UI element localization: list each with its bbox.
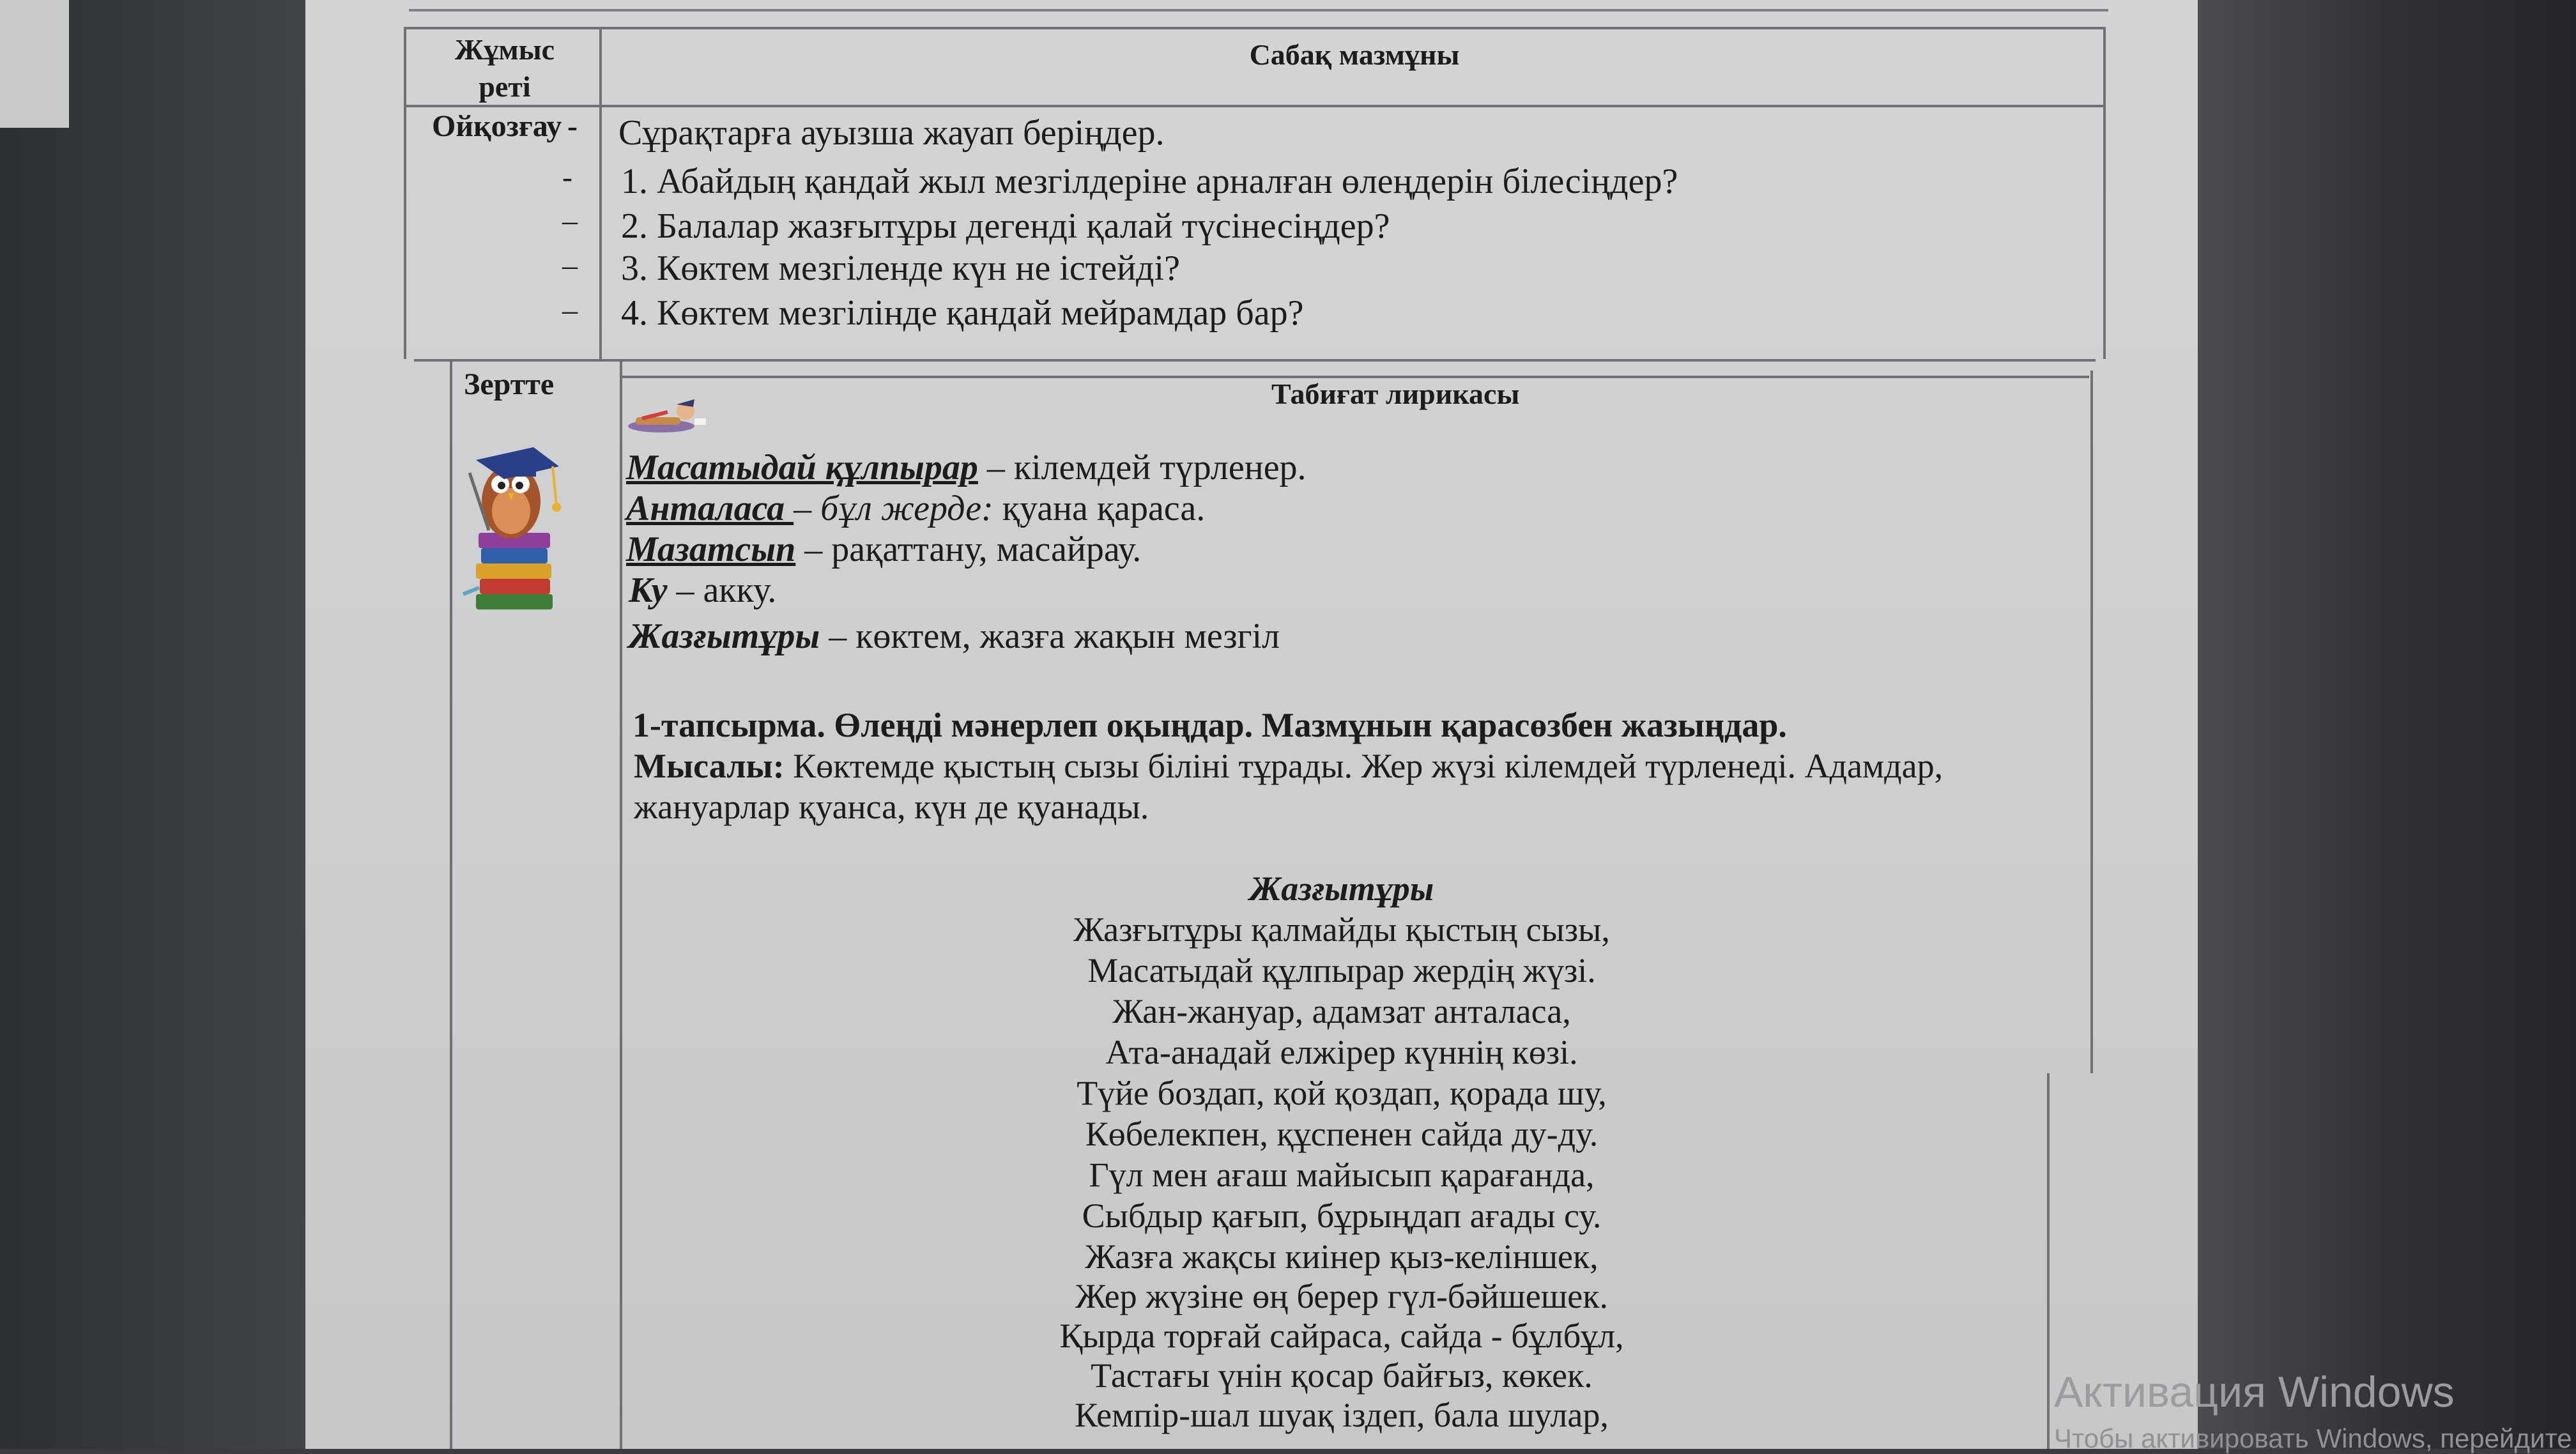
vocab-4-term: Ку [629, 570, 668, 610]
question-4: 4. Көктем мезгілінде қандай мейрамдар бар? [621, 293, 1304, 333]
windows-activation-watermark: Активация Windows [2054, 1368, 2455, 1416]
example-text-1: Көктемде қыстың сызы біліні тұрады. Жер жүзі кілемдей түрленеді. Адамдар, [784, 747, 1943, 785]
question-3: 3. Көктем мезгіленде күн не істейді? [621, 249, 1180, 288]
header-col1-line2: реті [479, 70, 531, 103]
poem-line-12: Тастағы үнін қосар байғыз, көкек. [1091, 1356, 1593, 1395]
top-border-line [409, 9, 2108, 11]
dash-3: – [562, 249, 578, 282]
stage-oikozgau: Ойқозғау [432, 109, 562, 143]
poem-line-4: Ата-анадай елжірер күннің көзі. [1105, 1033, 1578, 1071]
stage-zertte: Зертте [464, 367, 555, 401]
poem-line-6: Көбелекпен, құспенен сайда ду-ду. [1085, 1115, 1598, 1153]
question-1: 1. Абайдың қандай жыл мезгілдеріне арналған өлеңдерін білесіңдер? [621, 162, 1678, 201]
vocab-5 [629, 616, 1280, 657]
example-line-1 [634, 746, 1943, 786]
row1-intro: Сұрақтарға ауызша жауап беріңдер. [618, 113, 1165, 153]
vocab-1 [626, 447, 1307, 488]
dash-1: - [562, 160, 572, 194]
vocab-3 [626, 529, 1141, 570]
vocab-4-def: – акку. [667, 570, 777, 610]
vocab-2 [626, 488, 1205, 529]
table-col-divider [599, 27, 602, 359]
table-col-divider-lower [620, 359, 622, 1449]
vocab-5-def: – көктем, жазға жақын мезгіл [820, 616, 1280, 656]
stage-dash-hyphen: - [567, 109, 578, 143]
table-top-border [404, 27, 2106, 29]
vocab-2-def: қуана қараса. [993, 489, 1206, 528]
vocab-3-def: – рақаттану, масайрау. [795, 530, 1142, 569]
vocab-2-note: – бұл жерде: [793, 489, 993, 528]
poem-line-5: Түйе боздап, қой қоздап, қорада шу, [1077, 1074, 1607, 1112]
poem-line-13: Кемпір-шал шуақ іздеп, бала шулар, [1075, 1396, 1609, 1434]
poem-title: Жазғытұры [1249, 869, 1434, 908]
poem-line-1: Жазғытұры қалмайды қыстың сызы, [1073, 910, 1610, 949]
table-header-divider [405, 105, 2104, 107]
table-right-border-lower [2090, 371, 2093, 1073]
owl-on-books-icon [450, 434, 578, 626]
poem-line-3: Жан-жануар, адамзат анталаса, [1112, 992, 1571, 1030]
table-row1-divider [414, 359, 2096, 362]
vocab-3-term: Мазатсып [626, 530, 796, 569]
poem-line-8: Сыбдыр қағып, бұрыңдап ағады су. [1082, 1197, 1602, 1235]
vocab-5-term: Жазғытұры [629, 616, 820, 656]
table-left-border [404, 27, 406, 359]
vocab-4 [629, 570, 776, 611]
table-right-border [2103, 27, 2106, 359]
header-col2: Сабақ мазмұны [1249, 38, 1460, 71]
vocab-1-term: Масатыдай құлпырар [626, 448, 978, 487]
task-title: 1-тапсырма. Өлеңді мәнерлеп оқыңдар. Мазмұнын қарасөзбен жазыңдар. [632, 706, 1787, 744]
windows-activation-hint: Чтобы активировать Windows, перейдите [2054, 1423, 2572, 1453]
poem-line-7: Гүл мен ағаш майысып қарағанда, [1089, 1156, 1595, 1194]
dash-4: – [562, 293, 578, 327]
dash-2: – [562, 204, 578, 238]
example-label: Мысалы: [634, 747, 785, 785]
poem-line-2: Масатыдай құлпырар жердің жүзі. [1087, 951, 1596, 990]
window-corner [0, 0, 69, 128]
vocab-2-term: Анталаса [626, 489, 794, 528]
poem-line-11: Қырда торғай сайраса, сайда - бұлбұл, [1059, 1317, 1624, 1355]
header-col1-line1: Жұмыс [454, 33, 555, 66]
writing-student-icon [623, 393, 712, 438]
poem-line-10: Жер жүзіне өң берер гүл-бәйшешек. [1075, 1277, 1608, 1315]
example-line-2: жануарлар қуанса, күн де қуанады. [634, 788, 1149, 826]
section-title: Табиғат лирикасы [1271, 378, 1520, 410]
desk-background-right [2198, 0, 2576, 1449]
question-2: 2. Балалар жазғытұры дегенді қалай түсінесіңдер? [621, 206, 1390, 246]
table-right-border-bottom [2047, 1073, 2050, 1449]
vocab-1-def: – кілемдей түрленер. [977, 448, 1307, 487]
poem-line-9: Жазға жақсы киінер қыз-келіншек, [1085, 1237, 1598, 1276]
